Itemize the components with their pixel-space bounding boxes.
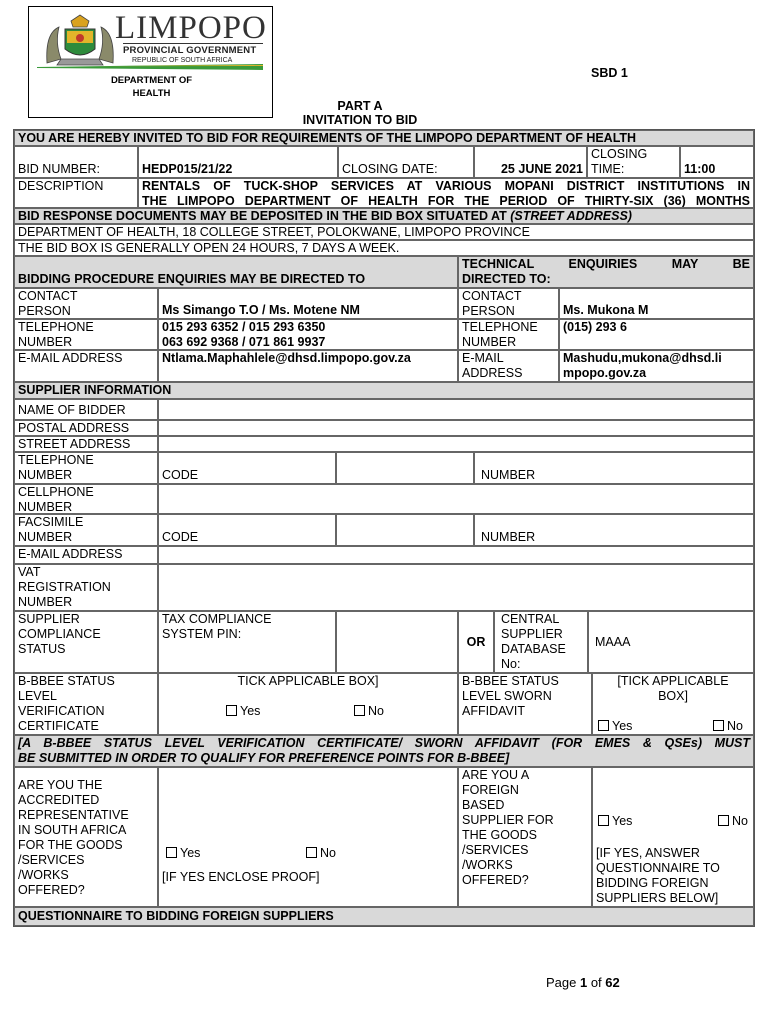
part-label: PART A <box>337 99 383 113</box>
foreign-supplier-options <box>592 767 754 907</box>
bbbee-affidavit-label: B-BBEE STATUS LEVEL SWORN AFFIDAVIT <box>458 673 592 735</box>
enclose-proof-note: [IF YES ENCLOSE PROOF] <box>162 870 320 884</box>
checkbox-icon[interactable] <box>718 815 729 826</box>
bidder-name-field[interactable] <box>158 399 754 420</box>
vat-label: VAT REGISTRATION NUMBER <box>14 564 158 611</box>
technical-contact-label: CONTACT PERSON <box>458 288 559 319</box>
tax-pin-field[interactable] <box>336 611 458 673</box>
foreign-no-option[interactable]: No <box>718 814 748 829</box>
fax-number-field[interactable]: NUMBER <box>474 514 754 546</box>
procedure-contact-label: CONTACT PERSON <box>14 288 158 319</box>
telephone-code-field[interactable]: CODE <box>158 452 336 484</box>
bbbee-certificate-options <box>158 673 458 735</box>
vat-field[interactable] <box>158 564 754 611</box>
description-value: RENTALS OF TUCK-SHOP SERVICES AT VARIOUS MOPANI DISTRICT INSTITUTIONS IN THE LIMPOPO DEPARTMENT OF HEALTH FOR THE PERIOD OF THIRTY-SIX (36) MONTHS <box>138 178 754 208</box>
csd-field[interactable]: MAAA <box>588 611 754 673</box>
checkbox-icon[interactable] <box>598 720 609 731</box>
checkbox-icon[interactable] <box>598 815 609 826</box>
procedure-enquiries-header: BIDDING PROCEDURE ENQUIRIES MAY BE DIRECTED TO <box>14 256 458 288</box>
csd-label: CENTRAL SUPPLIER DATABASE No: <box>494 611 588 673</box>
telephone-code-value[interactable] <box>336 452 474 484</box>
street-address-field[interactable] <box>158 436 754 452</box>
logo-health: HEALTH <box>132 88 171 99</box>
or-label: OR <box>458 611 494 673</box>
fax-code-field[interactable]: CODE <box>158 514 336 546</box>
closing-time-label: CLOSING TIME: <box>587 146 680 178</box>
logo-green-bar <box>37 64 263 70</box>
invite-header: YOU ARE HEREBY INVITED TO BID FOR REQUIREMENTS OF THE LIMPOPO DEPARTMENT OF HEALTH <box>14 130 754 146</box>
supplier-email-label: E-MAIL ADDRESS <box>14 546 158 564</box>
page-number: Page 1 of 62 <box>546 975 620 990</box>
supplier-email-field[interactable] <box>158 546 754 564</box>
foreign-note: [IF YES, ANSWER QUESTIONNAIRE TO BIDDING FOREIGN SUPPLIERS BELOW] <box>596 846 720 905</box>
supplier-telephone-label: TELEPHONE NUMBER <box>14 452 158 484</box>
bid-number-value: HEDP015/21/22 <box>138 146 338 178</box>
affidavit-yes-option[interactable]: Yes <box>598 719 632 734</box>
closing-time-value: 11:00 <box>680 146 754 178</box>
fax-label: FACSIMILE NUMBER <box>14 514 158 546</box>
compliance-status-label: SUPPLIER COMPLIANCE STATUS <box>14 611 158 673</box>
bid-box-hours: THE BID BOX IS GENERALLY OPEN 24 HOURS, 7 DAYS A WEEK. <box>14 240 754 256</box>
checkbox-icon[interactable] <box>354 705 365 716</box>
bid-box-header: BID RESPONSE DOCUMENTS MAY BE DEPOSITED IN THE BID BOX SITUATED AT (STREET ADDRESS) <box>14 208 754 224</box>
supplier-info-header: SUPPLIER INFORMATION <box>14 382 754 399</box>
bidder-name-label: NAME OF BIDDER <box>14 399 158 420</box>
procedure-telephone-label: TELEPHONE NUMBER <box>14 319 158 350</box>
logo-republic: REPUBLIC OF SOUTH AFRICA <box>132 57 233 64</box>
technical-enquiries-header: TECHNICAL ENQUIRIES MAY BE DIRECTED TO: <box>458 256 754 288</box>
description-label: DESCRIPTION <box>14 178 138 208</box>
bbbee-no-option[interactable]: No <box>354 704 384 719</box>
procedure-telephone-value: 015 293 6352 / 015 293 6350 063 692 9368 / 071 861 9937 <box>158 319 458 350</box>
bbbee-certificate-label: B-BBEE STATUS LEVEL VERIFICATION CERTIFICATE <box>14 673 158 735</box>
technical-telephone-value: (015) 293 6 <box>559 319 754 350</box>
foreign-supplier-label: ARE YOU A FOREIGN BASED SUPPLIER FOR THE GOODS /SERVICES /WORKS OFFERED? <box>458 767 592 907</box>
postal-address-field[interactable] <box>158 420 754 436</box>
cellphone-field[interactable] <box>158 484 754 514</box>
logo-title: LIMPOPO <box>115 10 267 46</box>
postal-address-label: POSTAL ADDRESS <box>14 420 158 436</box>
bid-form <box>13 129 755 927</box>
technical-email-value: Mashudu,mukona@dhsd.li mpopo.gov.za <box>559 350 754 382</box>
bbbee-yes-option[interactable]: Yes <box>226 704 260 719</box>
part-title: INVITATION TO BID <box>302 113 418 127</box>
checkbox-icon[interactable] <box>226 705 237 716</box>
tick-instruction: TICK APPLICABLE BOX] <box>237 674 379 688</box>
coat-of-arms-icon <box>37 13 123 69</box>
fax-code-value[interactable] <box>336 514 474 546</box>
representative-yes-option[interactable]: Yes <box>166 846 200 861</box>
cellphone-label: CELLPHONE NUMBER <box>14 484 158 514</box>
foreign-yes-option[interactable]: Yes <box>598 814 632 829</box>
procedure-contact-value: Ms Simango T.O / Ms. Motene NM <box>158 288 458 319</box>
procedure-email-value: Ntlama.Maphahlele@dhsd.limpopo.gov.za <box>158 350 458 382</box>
procedure-email-label: E-MAIL ADDRESS <box>14 350 158 382</box>
street-address-label: STREET ADDRESS <box>14 436 158 452</box>
affidavit-no-option[interactable]: No <box>713 719 743 734</box>
technical-telephone-label: TELEPHONE NUMBER <box>458 319 559 350</box>
bbbee-notice: [A B-BBEE STATUS LEVEL VERIFICATION CERTIFICATE/ SWORN AFFIDAVIT (FOR EMES & QSEs) MUST BE SUBMITTED IN ORDER TO QUALIFY FOR PREFERENCE POINTS FOR B-BBEE] <box>14 735 754 767</box>
accredited-representative-options <box>158 767 458 907</box>
accredited-representative-label: ARE YOU THE ACCREDITED REPRESENTATIVE IN SOUTH AFRICA FOR THE GOODS /SERVICES /WORKS OFFERED? <box>14 767 158 907</box>
logo-provincial: PROVINCIAL GOVERNMENT <box>123 45 257 56</box>
closing-date-label: CLOSING DATE: <box>338 146 474 178</box>
tax-pin-label: TAX COMPLIANCE SYSTEM PIN: <box>158 611 336 673</box>
telephone-number-field[interactable]: NUMBER <box>474 452 754 484</box>
checkbox-icon[interactable] <box>306 847 317 858</box>
checkbox-icon[interactable] <box>713 720 724 731</box>
technical-contact-value: Ms. Mukona M <box>559 288 754 319</box>
bid-number-label: BID NUMBER: <box>14 146 138 178</box>
bbbee-affidavit-options: [TICK APPLICABLE BOX] Yes No <box>592 673 754 735</box>
logo-rule <box>123 43 263 44</box>
bid-box-address: DEPARTMENT OF HEALTH, 18 COLLEGE STREET, POLOKWANE, LIMPOPO PROVINCE <box>14 224 754 240</box>
closing-date-value: 25 JUNE 2021 <box>474 146 587 178</box>
logo-department: DEPARTMENT OF <box>110 75 193 86</box>
form-code: SBD 1 <box>591 66 628 80</box>
checkbox-icon[interactable] <box>166 847 177 858</box>
representative-no-option[interactable]: No <box>306 846 336 861</box>
technical-email-label: E-MAIL ADDRESS <box>458 350 559 382</box>
department-logo <box>28 6 273 118</box>
questionnaire-header: QUESTIONNAIRE TO BIDDING FOREIGN SUPPLIERS <box>14 907 754 926</box>
